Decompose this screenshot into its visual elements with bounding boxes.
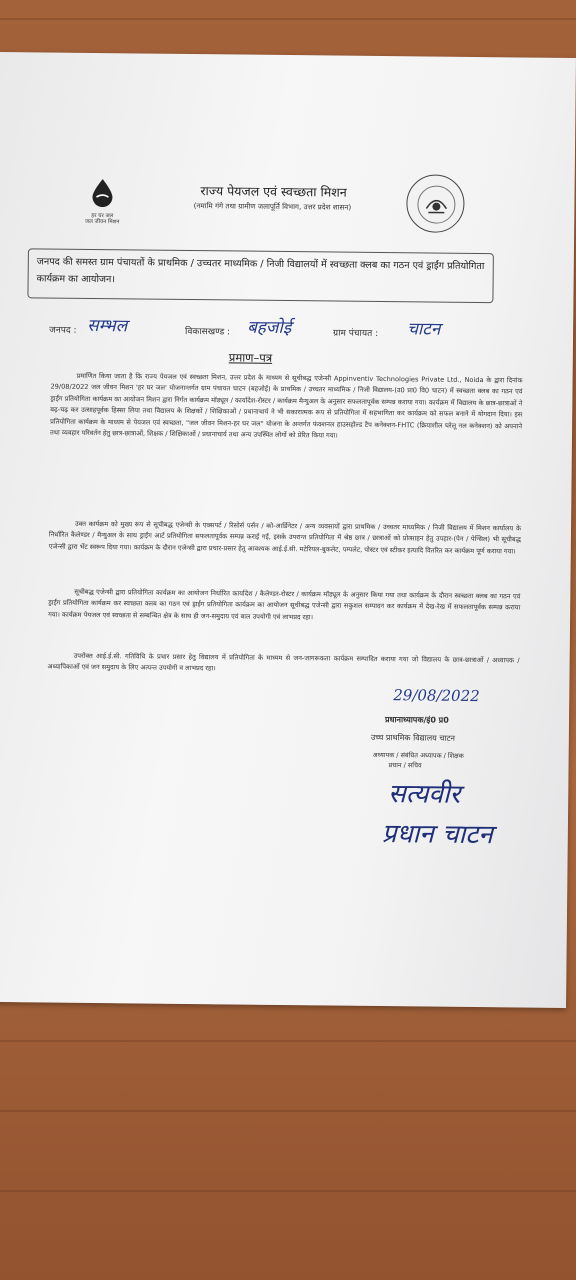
paragraph-4: उपरोक्त आई.ई.सी. गतिविधि के प्रचार प्रसार हेतु विद्यालय में प्रतियोगिता के माध्यम से जन-जागरूकता कार्यक्रम सम्पादित कराया गया जो विद्यालय के छात्र-छात्राओं / अध्यापक / अध्यापिकाओं एवं जन समुदाय के लिए अत्यन्त उपयोगी व लाभप्रद रहा। — [47, 651, 520, 673]
subject-box: जनपद की समस्त ग्राम पंचायतों के प्राथमिक / उच्चतर माध्यमिक / निजी विद्यालयों में स्वच्छता क्लब का गठन एवं ड्राईंग प्रतियोगिता कार्यक्रम का आयोजन। — [27, 248, 493, 303]
jal-jeevan-mission-logo — [80, 179, 125, 235]
wood-grain — [0, 1040, 576, 1042]
up-government-seal-icon — [406, 174, 465, 233]
paragraph-3: सूचीबद्ध एजेन्सी द्वारा प्रतियोगिता कार्यक्रम का आयोजन निर्धारित कार्यादेश / कैलेण्डर-रोस्टर / कार्यक्रम मॉड्यूल के अनुसार किया गया तथा कार्यक्रम के दौरान स्वच्छता क्लब का गठन एवं ड्राईंग प्रतियोगिता कार्यक्रम कर स्वच्छता क्लब का गठन एवं ड्राईंग प्रतियोगिता कार्यक्रम का आयोजन सूचीबद्ध एजेन्सी द्वारा सकुशल सम्पादन कर कार्यक्रम में देख-रेख में सफलतापूर्वक सम्पन्न कराया गया। कार्यक्रम पेयजल एवं स्वच्छता से सम्बन्धित क्षेत्र के साथ ही जन-समुदाय एवं बाल उपयोगी एवं लाभप्रद रहा। — [48, 587, 521, 622]
mission-title: राज्य पेयजल एवं स्वच्छता मिशन — [200, 183, 347, 200]
district-label: जनपद : — [49, 325, 77, 336]
paragraph-1: प्रमाणित किया जाता है कि राज्य पेयजल एवं स्वच्छता मिशन, उत्तर प्रदेश के माध्यम से सूचीबद्ध एजेन्सी Appinventiv Technologies Private Ltd., Noida के द्वारा दिनांक 29/08/2022 जल जीवन मिशन 'हर घर जल' योजनान्तर्गत ग्राम पंचायत चाटन (बहजोई) के प्राथमिक / उच्चतर माध्यमिक / निजी विद्यालय-(उ0 प्रा0 वि0 चाटन) में स्वच्छता क्लब का गठन एवं ड्राईंग प्रतियोगिता कार्यक्रम का आयोजन मिशन द्वारा निर्गत कार्यक्रम मॉड्यूल / कार्यादेश-रोस्टर / कार्यक्रम मैन्युअल के अनुसार सफलतापूर्वक सम्पन्न कराया गया। कार्यक्रम में विद्यालय के छात्र-छात्राओं ने बढ़-चढ़ कर उत्साहपूर्वक हिस्सा लिया तथा विद्यालय के शिक्षकों / शिक्षिकाओं / प्रधानाचार्य ने भी सकारात्मक रूप से प्रतियोगिता में सहभागिता कर कार्यक्रम को सफल बनाने में योगदान दिया। इस प्रतियोगिता कार्यक्रम के माध्यम से पेयजल एवं स्वच्छता, "जल जीवन मिशन-हर घर जल" योजना के अन्तर्गत फंक्शनल हाउसहोल्ड टैप कनेक्शन-FHTC (क्रियाशील घरेलू नल कनेक्शन) को अपनाने तथा व्यवहार परिवर्तन हेतु छात्र-छात्राओं, शिक्षक / शिक्षिकाओं / प्रधानाचार्य तथा अन्य उपस्थित लोगों को प्रेरित किया गया। — [49, 371, 523, 440]
mission-subtitle: (नमामि गंगे तथा ग्रामीण जलापूर्ति विभाग, उत्तर प्रदेश शासन) — [193, 201, 352, 212]
certificate-paper — [0, 52, 576, 1008]
handwritten-signature: सत्यवीर — [388, 779, 461, 810]
handwritten-sign-date: 29/08/2022 — [393, 686, 480, 706]
block-label: विकासखण्ड : — [185, 326, 231, 338]
role-line-2: प्रधान / सचिव — [388, 761, 422, 770]
stamp-line-1: प्रधानाध्यापक/इं0 प्र0 — [384, 715, 449, 725]
paragraph-2: उक्त कार्यक्रम को मुख्य रूप से सूचीबद्ध एजेन्सी के एक्सपर्ट / रिसोर्स पर्सन / को-आर्डिनेटर / अन्य व्यवसायों द्वारा प्राथमिक / उच्चतर माध्यमिक / निजी विद्यालय में मिशन कार्यालय के निर्धारित कैलेण्डर / मैन्युअल के साथ ड्राईंग आर्ट प्रतियोगिता सफलतापूर्वक सम्पन्न कराई गई, इसके उपरान्त प्रतियोगिता में श्रेष्ठ छात्र / छात्राओं को प्रोत्साहन हेतु उपहार-(पेन / पेन्सिल) भी सूचीबद्ध एजेन्सी द्वारा भेंट स्वरूप दिया गया। कार्यक्रम के दौरान एजेन्सी द्वारा प्रचार-प्रसार हेतु आवश्यक आई.ई.सी. मटेरियल-बुकलेट, पम्पलेट, पोस्टर एवं स्टीकर इत्यादि वितरित कर कार्यक्रम पूर्ण कराया गया। — [48, 519, 522, 556]
panchayat-label: ग्राम पंचायत : — [333, 328, 379, 339]
stamp-line-2: उच्च प्राथमिक विद्यालय चाटन — [370, 732, 456, 743]
certificate-heading: प्रमाण–पत्र — [228, 350, 273, 365]
wood-grain — [0, 18, 576, 20]
role-line: अध्यापक / संबंधित अध्यापक / शिक्षक — [372, 750, 464, 760]
panchayat-value: चाटन — [407, 319, 441, 340]
block-value: बहजोई — [247, 317, 292, 339]
logo-caption: हर घर जल जल जीवन मिशन — [84, 212, 120, 226]
water-drop-icon — [92, 179, 112, 207]
handwritten-title: प्रधान चाटन — [381, 819, 493, 851]
wood-grain — [0, 1190, 576, 1192]
district-value: सम्भल — [87, 315, 128, 337]
wood-grain — [0, 1110, 576, 1112]
